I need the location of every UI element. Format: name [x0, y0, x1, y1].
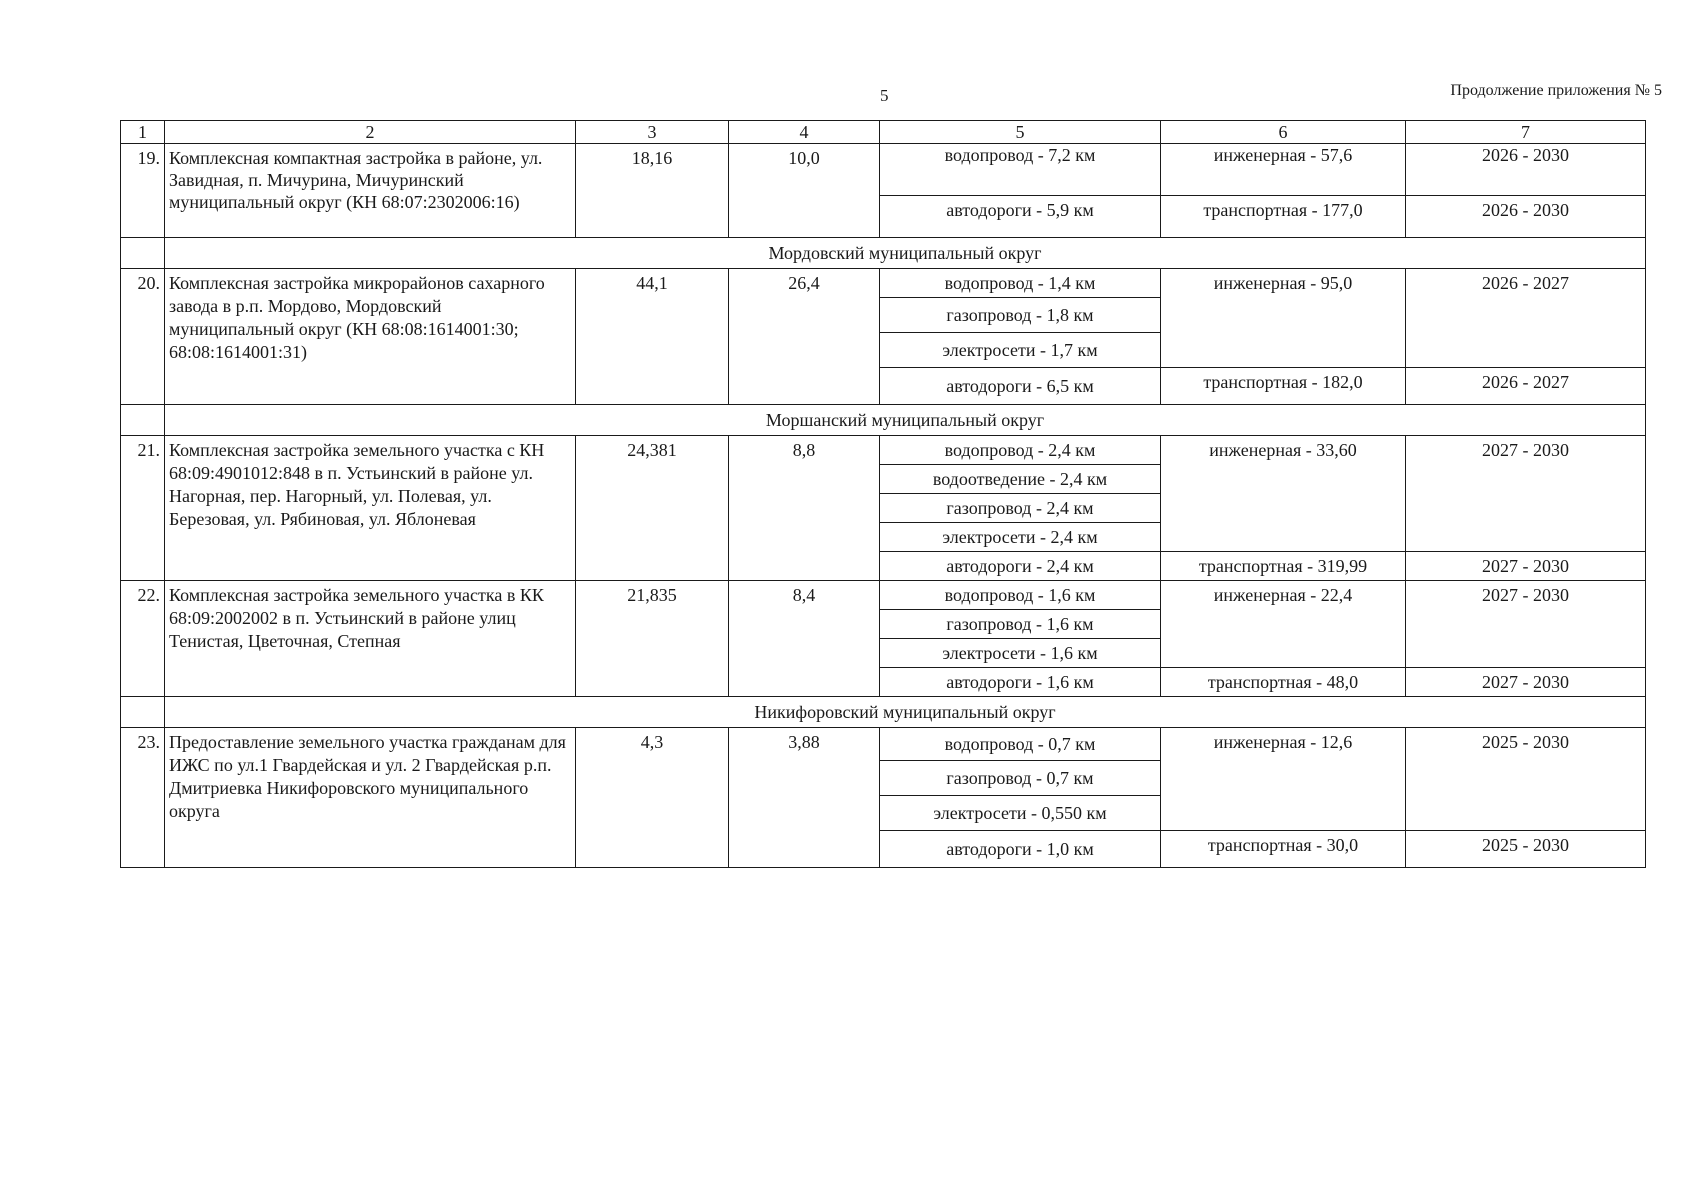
infra-cost: инженерная - 22,4 — [1161, 581, 1406, 668]
infra-type: электросети - 1,6 км — [880, 639, 1161, 668]
project-description: Комплексная застройка земельного участка в КК 68:09:2002002 в п. Устьинский в районе улиц Тенистая, Цветочная, Степная — [165, 581, 576, 697]
header-row — [121, 121, 1646, 144]
infra-cost: инженерная - 57,6 — [1161, 144, 1406, 196]
infra-period: 2026 - 2027 — [1406, 269, 1646, 368]
region-empty-cell — [121, 405, 165, 436]
table-row — [121, 269, 1646, 298]
area-value: 21,835 — [576, 581, 729, 697]
infra-type: водопровод - 0,7 км — [880, 728, 1161, 761]
infra-period: 2026 - 2027 — [1406, 368, 1646, 405]
infra-type: автодороги - 6,5 км — [880, 368, 1161, 405]
table-row — [121, 728, 1646, 761]
data-table — [120, 120, 1646, 868]
infra-type: электросети - 2,4 км — [880, 523, 1161, 552]
header-cell-2: 2 — [165, 121, 576, 144]
infra-type: водоотведение - 2,4 км — [880, 465, 1161, 494]
infra-cost: транспортная - 177,0 — [1161, 195, 1406, 237]
region-heading: Мордовский муниципальный округ — [165, 238, 1646, 269]
table-row — [121, 581, 1646, 610]
region-empty-cell — [121, 697, 165, 728]
row-number: 22. — [121, 581, 165, 697]
col4-value: 8,8 — [729, 436, 880, 581]
region-row — [121, 238, 1646, 269]
infra-cost: транспортная - 30,0 — [1161, 831, 1406, 868]
infra-cost: транспортная - 319,99 — [1161, 552, 1406, 581]
header-cell-1: 1 — [121, 121, 165, 144]
header-cell-5: 5 — [880, 121, 1161, 144]
col4-value: 3,88 — [729, 728, 880, 868]
region-empty-cell — [121, 238, 165, 269]
infra-type: газопровод - 2,4 км — [880, 494, 1161, 523]
area-value: 44,1 — [576, 269, 729, 405]
infra-type: водопровод - 1,6 км — [880, 581, 1161, 610]
infra-period: 2026 - 2030 — [1406, 195, 1646, 237]
region-heading: Моршанский муниципальный округ — [165, 405, 1646, 436]
area-value: 4,3 — [576, 728, 729, 868]
infra-type: автодороги - 2,4 км — [880, 552, 1161, 581]
row-number: 21. — [121, 436, 165, 581]
appendix-continuation-note: Продолжение приложения № 5 — [1450, 82, 1662, 99]
infra-type: газопровод - 0,7 км — [880, 761, 1161, 796]
project-description: Комплексная компактная застройка в районе, ул. Завидная, п. Мичурина, Мичуринский муниципальный округ (КН 68:07:2302006:16) — [165, 144, 576, 238]
region-row — [121, 405, 1646, 436]
row-number: 23. — [121, 728, 165, 868]
infra-period: 2026 - 2030 — [1406, 144, 1646, 196]
table-row — [121, 436, 1646, 465]
infra-type: газопровод - 1,8 км — [880, 298, 1161, 333]
project-description: Комплексная застройка земельного участка с КН 68:09:4901012:848 в п. Устьинский в районе ул. Нагорная, пер. Нагорный, ул. Полевая, ул. Березовая, ул. Рябиновая, ул. Яблоневая — [165, 436, 576, 581]
infra-type: водопровод - 1,4 км — [880, 269, 1161, 298]
col4-value: 26,4 — [729, 269, 880, 405]
infra-type: газопровод - 1,6 км — [880, 610, 1161, 639]
area-value: 18,16 — [576, 144, 729, 238]
area-value: 24,381 — [576, 436, 729, 581]
infra-period: 2027 - 2030 — [1406, 552, 1646, 581]
infra-cost: транспортная - 48,0 — [1161, 668, 1406, 697]
infra-cost: транспортная - 182,0 — [1161, 368, 1406, 405]
col4-value: 8,4 — [729, 581, 880, 697]
infra-cost: инженерная - 12,6 — [1161, 728, 1406, 831]
page-number: 5 — [880, 86, 889, 105]
infra-type: водопровод - 7,2 км — [880, 144, 1161, 196]
infra-type: электросети - 0,550 км — [880, 796, 1161, 831]
infra-type: автодороги - 1,0 км — [880, 831, 1161, 868]
row-number: 20. — [121, 269, 165, 405]
infra-type: электросети - 1,7 км — [880, 333, 1161, 368]
header-cell-3: 3 — [576, 121, 729, 144]
infra-period: 2027 - 2030 — [1406, 668, 1646, 697]
table-row — [121, 144, 1646, 196]
col4-value: 10,0 — [729, 144, 880, 238]
project-description: Предоставление земельного участка гражданам для ИЖС по ул.1 Гвардейская и ул. 2 Гвардейская р.п. Дмитриевка Никифоровского муниципального округа — [165, 728, 576, 868]
header-cell-4: 4 — [729, 121, 880, 144]
infra-period: 2025 - 2030 — [1406, 728, 1646, 831]
header-cell-7: 7 — [1406, 121, 1646, 144]
infra-period: 2025 - 2030 — [1406, 831, 1646, 868]
row-number: 19. — [121, 144, 165, 238]
infra-cost: инженерная - 95,0 — [1161, 269, 1406, 368]
infra-cost: инженерная - 33,60 — [1161, 436, 1406, 552]
infra-type: автодороги - 1,6 км — [880, 668, 1161, 697]
project-description: Комплексная застройка микрорайонов сахарного завода в р.п. Мордово, Мордовский муниципальный округ (КН 68:08:1614001:30; 68:08:1614001:31) — [165, 269, 576, 405]
region-heading: Никифоровский муниципальный округ — [165, 697, 1646, 728]
infra-type: водопровод - 2,4 км — [880, 436, 1161, 465]
infra-period: 2027 - 2030 — [1406, 436, 1646, 552]
infra-type: автодороги - 5,9 км — [880, 195, 1161, 237]
infra-period: 2027 - 2030 — [1406, 581, 1646, 668]
header-cell-6: 6 — [1161, 121, 1406, 144]
region-row — [121, 697, 1646, 728]
